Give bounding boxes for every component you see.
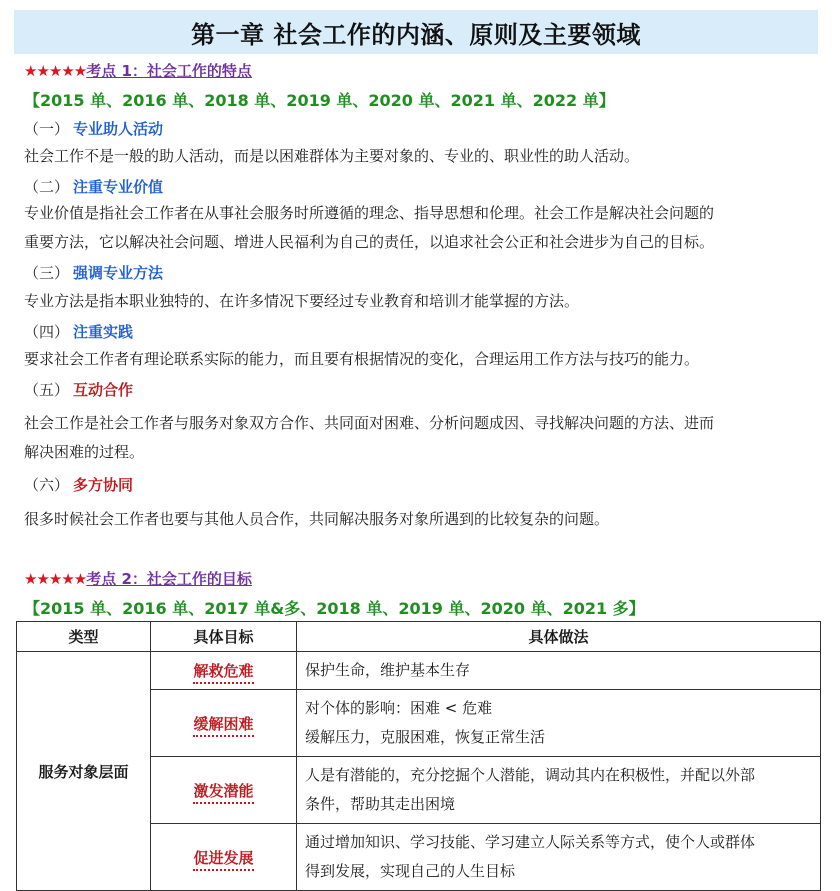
goal-cell — [151, 757, 297, 824]
method-line: 通过增加知识、学习技能、学习建立人际关系等方式，使个人或群体 — [305, 833, 756, 851]
section-6-num: （六） — [24, 476, 70, 494]
type-cell: 服务对象层面 — [17, 652, 151, 891]
goal-cell — [151, 824, 297, 891]
section-3-text: 专业方法是指本职业独特的、在许多情况下要经过专业教育和培训才能掌握的方法。 — [24, 292, 580, 310]
section-6-text: 很多时候社会工作者也要与其他人员合作，共同解决服务对象所遇到的比较复杂的问题。 — [24, 510, 610, 528]
section-5-heading — [24, 379, 133, 400]
method-cell — [297, 652, 821, 690]
section-2-text-line1: 专业价值是指社会工作者在从事社会服务时所遵循的理念、指导思想和伦理。社会工作是解决社会问题的 — [24, 204, 715, 222]
section-4-num: （四） — [24, 323, 70, 341]
section-1-text: 社会工作不是一般的助人活动，而是以困难群体为主要对象的、专业的、职业性的助人活动。 — [24, 147, 640, 165]
method-line: 对个体的影响：困难 < 危难 — [305, 699, 493, 717]
method-line: 条件，帮助其走出困境 — [305, 795, 456, 813]
goals-table — [16, 621, 821, 891]
section-6-heading — [24, 474, 133, 495]
goal-label: 缓解困难 — [193, 715, 253, 737]
header-type: 类型 — [17, 622, 151, 652]
section-2-num: （二） — [24, 178, 70, 196]
section-2-heading — [24, 176, 163, 197]
goal-label: 促进发展 — [193, 849, 253, 871]
section-5-num: （五） — [24, 381, 70, 399]
method-line: 得到发展，实现自己的人生目标 — [305, 862, 516, 880]
section-1-name: 专业助人活动 — [73, 120, 164, 138]
kp1-stars: ★★★★★ — [24, 62, 87, 80]
section-4-heading — [24, 321, 133, 342]
chapter-title: 第一章 社会工作的内涵、原则及主要领域 — [191, 20, 641, 49]
goal-cell — [151, 690, 297, 757]
kp2-heading — [24, 568, 252, 589]
section-3-num: （三） — [24, 264, 70, 282]
section-2-text-line2: 重要方法，它以解决社会问题、增进人民福利为自己的责任，以追求社会公正和社会进步为自己的目标。 — [24, 233, 715, 251]
kp1-title: 考点 1：社会工作的特点 — [86, 62, 252, 80]
table-row — [17, 652, 821, 690]
kp2-stars: ★★★★★ — [24, 570, 87, 588]
section-1-heading — [24, 118, 163, 139]
section-5-text-line2: 解决困难的过程。 — [24, 443, 145, 461]
goal-label: 解救危难 — [193, 662, 253, 684]
header-goal: 具体目标 — [151, 622, 297, 652]
kp1-years: 【2015 单、2016 单、2018 单、2019 单、2020 单、2021 单、2022 单】 — [24, 91, 615, 110]
kp2-title: 考点 2：社会工作的目标 — [86, 570, 252, 588]
section-3-heading — [24, 262, 163, 283]
method-cell — [297, 690, 821, 757]
section-3-name: 强调专业方法 — [73, 264, 164, 282]
method-line: 人是有潜能的，充分挖掘个人潜能，调动其内在积极性，并配以外部 — [305, 766, 756, 784]
kp2-years: 【2015 单、2016 单、2017 单&多、2018 单、2019 单、2020 单、2021 多】 — [24, 599, 645, 618]
method-line: 保护生命，维护基本生存 — [305, 661, 471, 679]
section-4-name: 注重实践 — [73, 323, 134, 341]
section-5-name: 互动合作 — [73, 381, 134, 399]
goal-label: 激发潜能 — [193, 782, 253, 804]
section-6-name: 多方协同 — [73, 476, 134, 494]
section-4-text: 要求社会工作者有理论联系实际的能力，而且要有根据情况的变化，合理运用工作方法与技巧的能力。 — [24, 350, 700, 368]
kp1-heading — [24, 60, 252, 81]
method-cell — [297, 824, 821, 891]
method-cell — [297, 757, 821, 824]
goal-cell — [151, 652, 297, 690]
chapter-title-bar — [14, 10, 818, 54]
section-2-name: 注重专业价值 — [73, 178, 164, 196]
method-line: 缓解压力，克服困难，恢复正常生活 — [305, 728, 546, 746]
section-1-num: （一） — [24, 120, 70, 138]
table-header-row — [17, 622, 821, 652]
header-method: 具体做法 — [297, 622, 821, 652]
section-5-text-line1: 社会工作是社会工作者与服务对象双方合作、共同面对困难、分析问题成因、寻找解决问题的方法、进而 — [24, 414, 715, 432]
